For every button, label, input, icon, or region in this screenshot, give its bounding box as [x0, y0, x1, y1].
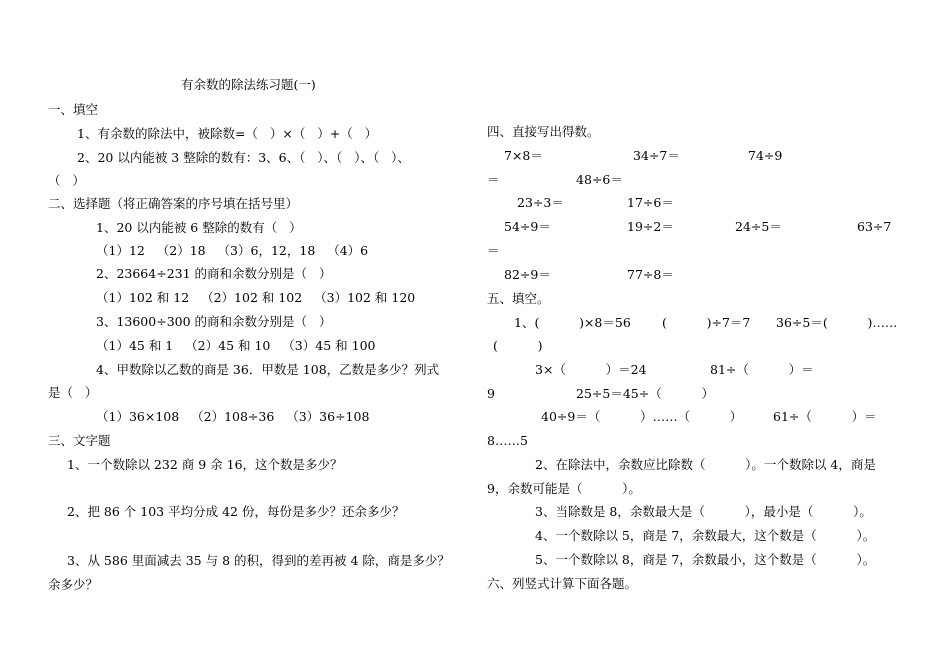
question-text: 3、13600÷300 的商和余数分别是（ ）: [96, 314, 332, 329]
arithmetic-item: 82÷9＝: [504, 267, 551, 282]
question-text: （ ）: [48, 173, 85, 188]
arithmetic-item: ＝: [487, 243, 500, 258]
blank-item: 61÷（ ）＝: [773, 409, 877, 424]
question-text: 9，余数可能是（ ）。: [487, 481, 641, 496]
arithmetic-item: 34÷7＝: [633, 148, 680, 163]
section-heading-fill-blank-2: 五、填空。: [487, 291, 550, 306]
blank-item: 1、( )×8＝56: [514, 315, 631, 330]
section-heading-fill-blank: 一、填空: [48, 102, 99, 117]
answer-options: （1）45 和 1 （2）45 和 10 （3）45 和 100: [96, 338, 376, 353]
question-text: 3、从 586 里面减去 35 与 8 的积，得到的差再被 4 除，商是多少？: [67, 553, 450, 568]
question-text: 4、一个数除以 5，商是 7，余数最大，这个数是（ ）。: [535, 528, 876, 543]
blank-item: 3×（ ）＝24: [535, 362, 647, 377]
arithmetic-item: 54÷9＝: [504, 219, 551, 234]
blank-item: 40÷9＝（ ）……（ ）: [541, 409, 743, 424]
blank-item: 25÷5＝45÷（ ）: [576, 386, 714, 401]
blank-item: 8……5: [487, 433, 528, 448]
arithmetic-item: 48÷6＝: [576, 172, 623, 187]
question-text: 5、一个数除以 8，商是 7，余数最小，这个数是（ ）。: [535, 552, 876, 567]
question-text: 2、把 86 个 103 平均分成 42 份，每份是多少？还余多少？: [67, 504, 405, 519]
answer-options: （1）12 （2）18 （3）6，12，18 （4）6: [96, 243, 369, 258]
answer-options: （1）102 和 12 （2）102 和 102 （3）102 和 120: [96, 290, 416, 305]
section-heading-choice: 二、选择题（将正确答案的序号填在括号里）: [48, 196, 299, 211]
arithmetic-item: 24÷5＝: [735, 219, 782, 234]
question-text: 2、20 以内能被 3 整除的数有：3、6、（ ）、（ ）、（ ）、: [77, 150, 410, 165]
blank-item: ( ): [493, 338, 543, 353]
section-heading-vertical-calc: 六、列竖式计算下面各题。: [487, 576, 638, 591]
section-heading-direct-answers: 四、直接写出得数。: [487, 124, 600, 139]
question-text: 2、在除法中，余数应比除数（ ）。一个数除以 4，商是: [535, 457, 876, 472]
question-text: 是（ ）: [48, 385, 98, 400]
question-text: 4、甲数除以乙数的商是 36．甲数是 108，乙数是多少？列式: [96, 362, 440, 377]
arithmetic-item: 63÷7: [857, 219, 892, 234]
page-title: 有余数的除法练习题(一): [181, 77, 316, 92]
blank-item: 81÷（ ）＝: [710, 362, 814, 377]
question-text: 1、20 以内能被 6 整除的数有（ ）: [96, 220, 302, 235]
arithmetic-item: 23÷3＝: [517, 195, 564, 210]
arithmetic-item: ＝: [487, 172, 500, 187]
blank-item: 36÷5＝( )……: [776, 315, 898, 330]
question-text: 1、有余数的除法中，被除数=（ ）×（ ）+（ ）: [77, 126, 378, 141]
arithmetic-item: 17÷6＝: [627, 195, 674, 210]
question-text: 2、23664÷231 的商和余数分别是（ ）: [96, 266, 332, 281]
arithmetic-item: 19÷2＝: [627, 219, 674, 234]
section-heading-word-problems: 三、文字题: [48, 433, 111, 448]
question-text: 1、一个数除以 232 商 9 余 16，这个数是多少？: [67, 457, 343, 472]
blank-item: 9: [487, 386, 495, 401]
arithmetic-item: 7×8＝: [504, 148, 543, 163]
arithmetic-item: 77÷8＝: [627, 267, 674, 282]
answer-options: （1）36×108 （2）108÷36 （3）36÷108: [96, 409, 370, 424]
arithmetic-item: 74÷9: [748, 148, 783, 163]
question-text: 3、当除数是 8，余数最大是（ ），最小是（ ）。: [535, 504, 872, 519]
blank-item: ( )÷7＝7: [662, 315, 751, 330]
question-text: 余多少？: [48, 577, 99, 592]
